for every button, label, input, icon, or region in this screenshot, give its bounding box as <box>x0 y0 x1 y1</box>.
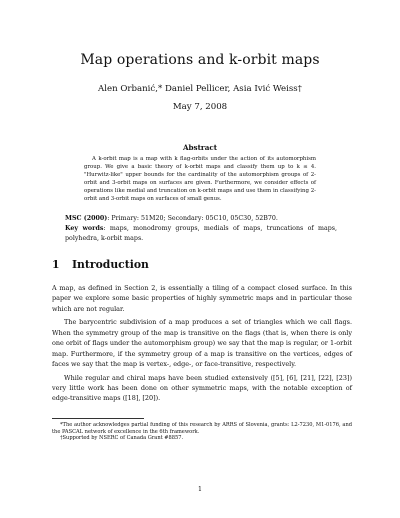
abstract-text: A k-orbit map is a map with k flag-orbits under the action of its automorphism group. We give a basic theory of k-orbit maps and classify them up to k ≤ 4. "Hurwitz-like" upper bounds for the cardinality of the automorphism groups of 2-orbit and 3-orbit maps on surfaces are given. Furthermore, we consider effects of operations like medial and truncation on k-orbit maps and use them in classifying 2-orbit and 3-orbit maps on surfaces of small genus. <box>84 156 316 202</box>
paper-title: Map operations and k-orbit maps <box>80 52 320 68</box>
keywords-line <box>65 224 337 243</box>
abstract-heading: Abstract <box>182 143 218 152</box>
keywords-text: : maps, monodromy groups, medials of maps, truncations of maps, polyhedra, k-orbit maps. <box>65 225 338 242</box>
section-number: 1 <box>52 258 60 271</box>
body-paragraph: A map, as defined in Section 2, is essentially a tiling of a compact closed surface. In this paper we explore some basic properties of highly symmetric maps and in particular those which are not regular. <box>52 284 352 313</box>
body-paragraph: While regular and chiral maps have been studied extensively ([5], [6], [21], [22], [23]) very little work has been done on other symmetric maps, with the notable exception of edge-transitive maps ([18], [20]). <box>52 373 352 403</box>
msc-line <box>65 214 337 223</box>
footnote: *The author acknowledges partial funding of this research by ARRS of Slovenia, grants: L2-7230, M1-0176, and the PASCAL network of excellence in the 6th framework. <box>52 422 352 435</box>
paper-authors: Alen Orbanić,* Daniel Pellicer, Asia Ivić Weiss† <box>98 84 302 94</box>
msc-label: MSC (2000) <box>65 215 108 222</box>
footnote: †Supported by NSERC of Canada Grant #8857. <box>60 435 184 442</box>
keywords-label: Key words <box>65 225 104 232</box>
page-number: 1 <box>198 486 202 493</box>
footnotes <box>52 422 352 442</box>
footnote-rule <box>52 418 144 419</box>
msc-text: : Primary: 51M20; Secondary: 05C10, 05C30, 52B70. <box>107 215 278 222</box>
paper-date: May 7, 2008 <box>172 102 228 112</box>
section-title: Introduction <box>72 258 149 271</box>
body-text <box>52 283 352 407</box>
section-heading <box>52 258 149 271</box>
body-paragraph: The barycentric subdivision of a map produces a set of triangles which we call flags. When the symmetry group of the map is transitive on the flags (that is, when there is only one orbit of flags under the automorphism group) we say that the map is regular, or 1-orbit map. Furthermore, if the symmetry group of a map is transitive on the vertices, edges of faces we say that the map is vertex-, edge-, or face-transitive, respectively. <box>52 318 352 369</box>
